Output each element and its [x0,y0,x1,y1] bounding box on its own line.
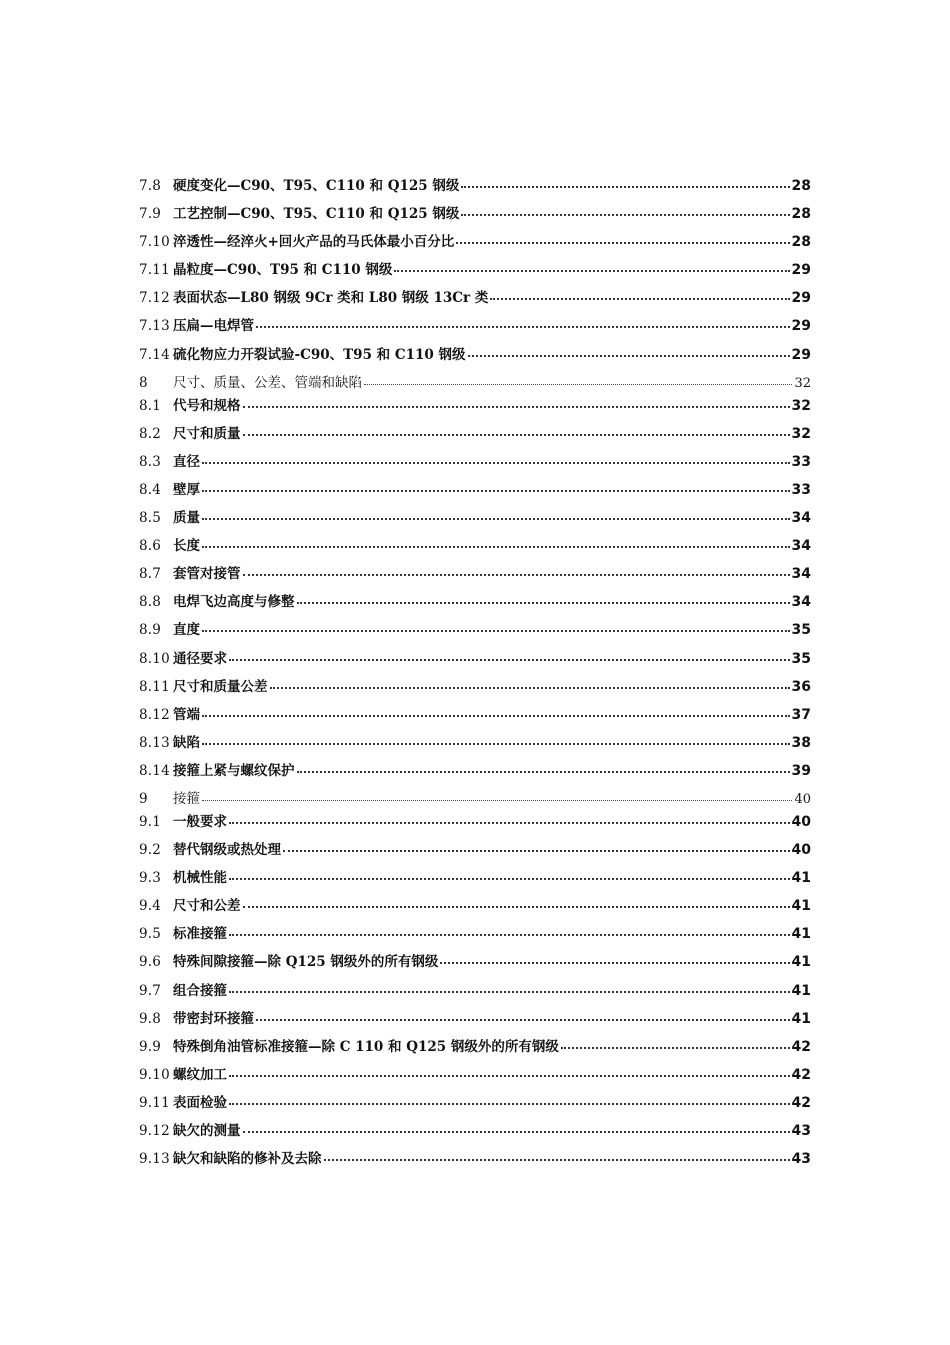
toc-entry-title: 表面检验 [173,1094,227,1111]
dot-leader [202,489,790,492]
toc-entry-page-number: 34 [791,566,811,583]
toc-entry-page-number: 40 [794,791,811,807]
toc-entry-page-number: 32 [791,425,811,442]
toc-entry-title: 压扁—电焊管 [173,318,254,335]
dot-leader [490,297,789,300]
dot-leader [461,185,789,188]
toc-entry-number: 9.6 [139,954,162,971]
toc-entry-title: 接箍上紧与螺纹保护 [173,762,295,779]
toc-entry-page-number: 34 [791,510,811,527]
toc-entry-number: 8.7 [139,566,162,583]
toc-entry-number: 9.4 [139,898,162,915]
toc-entry-number: 7.9 [139,206,162,223]
toc-entry-title: 硬度变化—C90、T95、C110 和 Q125 钢级 [173,178,460,194]
toc-entry-number: 9.1 [139,813,162,830]
toc-entry-title: 一般要求 [173,813,227,830]
dot-leader [202,714,790,717]
dot-leader [440,961,789,964]
toc-entry-title: 特殊倒角油管标准接箍—除 C 110 和 Q125 钢级外的所有钢级 [173,1038,559,1055]
toc-entry-title: 缺欠的测量 [173,1123,241,1139]
toc-entry-title: 表面状态—L80 钢级 9Cr 类和 L80 钢级 13Cr 类 [173,290,489,307]
toc-entry-page-number: 34 [791,594,811,611]
toc-entry[interactable] [139,394,811,422]
toc-entry-number: 9 [139,790,148,807]
toc-entry[interactable] [139,922,811,950]
dot-leader [297,770,790,773]
toc-entry-number: 9.9 [139,1038,162,1055]
toc-entry[interactable] [139,950,811,978]
dot-leader [256,325,790,328]
toc-entry-title: 直径 [173,453,200,470]
toc-entry-number: 8.2 [139,425,162,442]
toc-entry-page-number: 42 [791,1066,811,1083]
toc-entry-title: 长度 [173,538,200,555]
toc-entry-page-number: 33 [791,481,811,498]
toc-entry-page-number: 38 [791,734,811,751]
toc-entry-title: 替代钢级或热处理 [173,842,281,859]
toc-entry[interactable] [139,202,811,230]
toc-entry[interactable] [139,590,811,618]
dot-leader [229,1074,790,1077]
toc-entry[interactable] [139,731,811,759]
toc-entry-number: 9.2 [139,842,162,859]
toc-entry-number: 9.11 [139,1094,170,1111]
toc-entry[interactable] [139,759,811,787]
toc-entry[interactable] [139,647,811,675]
dot-leader [456,241,789,244]
toc-entry-page-number: 35 [791,622,811,639]
dot-leader [229,1102,790,1105]
toc-entry-page-number: 34 [791,538,811,555]
toc-entry-number: 9.7 [139,982,162,999]
toc-entry-number: 8.9 [139,622,162,639]
toc-entry-title: 代号和规格 [173,397,241,414]
toc-entry[interactable] [139,1035,811,1063]
toc-entry-title: 标准接箍 [173,926,227,943]
toc-entry-page-number: 32 [791,397,811,414]
toc-entry-page-number: 41 [791,954,811,971]
toc-entry-number: 7.11 [139,262,170,279]
dot-leader [283,849,790,852]
toc-entry-number: 8.5 [139,510,162,527]
toc-entry-page-number: 29 [791,290,811,307]
toc-entry-number: 8 [139,374,148,391]
toc-entry-number: 7.10 [139,234,170,251]
toc-entry-number: 7.8 [139,178,162,194]
toc-entry-title: 螺纹加工 [173,1066,227,1083]
toc-entry-page-number: 41 [791,926,811,943]
toc-entry-page-number: 37 [791,706,811,723]
toc-entry-page-number: 43 [791,1123,811,1139]
toc-entry-page-number: 40 [791,842,811,859]
toc-entry[interactable] [139,506,811,534]
toc-entry-title: 壁厚 [173,481,200,498]
dot-leader [229,933,790,936]
dot-leader [297,601,790,604]
dot-leader [202,461,790,464]
toc-entry[interactable] [139,422,811,450]
toc-entry-title: 淬透性—经淬火+回火产品的马氏体最小百分比 [173,234,455,251]
toc-entry[interactable] [139,703,811,731]
toc-entry-page-number: 28 [791,178,811,194]
toc-entry-number: 8.11 [139,678,170,695]
table-of-contents [139,174,811,1175]
toc-entry[interactable] [139,562,811,590]
toc-entry[interactable] [139,174,811,202]
toc-entry-page-number: 28 [791,234,811,251]
dot-leader [229,658,790,661]
toc-entry-title: 接箍 [173,790,200,807]
toc-entry[interactable] [139,979,811,1007]
toc-entry-number: 8.1 [139,397,162,414]
toc-entry-number: 9.10 [139,1066,170,1083]
toc-entry-number: 8.3 [139,453,162,470]
toc-entry-title: 带密封环接箍 [173,1010,254,1027]
dot-leader [243,433,790,436]
toc-entry-page-number: 41 [791,1010,811,1027]
dot-leader [468,354,790,357]
toc-entry-title: 特殊间隙接箍—除 Q125 钢级外的所有钢级 [173,954,439,971]
toc-entry[interactable] [139,675,811,703]
dot-leader [243,1130,790,1133]
toc-entry[interactable] [139,258,811,286]
dot-leader [461,213,789,216]
dot-leader [202,629,790,632]
toc-entry-number: 8.14 [139,762,170,779]
dot-leader [202,799,792,801]
toc-entry-title: 机械性能 [173,870,227,887]
toc-entry-title: 尺寸和质量公差 [173,678,268,695]
toc-entry-number: 9.12 [139,1123,170,1139]
toc-chapter-entry[interactable] [139,371,811,394]
toc-entry[interactable] [139,618,811,646]
toc-entry-title: 套管对接管 [173,566,241,583]
dot-leader [229,877,790,880]
toc-entry-title: 管端 [173,706,200,723]
toc-entry-page-number: 35 [791,650,811,667]
toc-entry-title: 通径要求 [173,650,227,667]
toc-entry-page-number: 42 [791,1038,811,1055]
toc-entry-page-number: 40 [791,813,811,830]
dot-leader [256,1018,790,1021]
toc-entry[interactable] [139,866,811,894]
toc-entry-number: 9.5 [139,926,162,943]
dot-leader [324,1158,790,1161]
toc-chapter-entry[interactable] [139,787,811,810]
toc-entry[interactable] [139,286,811,314]
toc-entry[interactable] [139,894,811,922]
toc-entry-page-number: 29 [791,318,811,335]
toc-entry-page-number: 41 [791,870,811,887]
toc-entry[interactable] [139,1063,811,1091]
toc-entry-number: 9.13 [139,1151,170,1168]
toc-entry-number: 8.4 [139,481,162,498]
toc-entry-page-number: 39 [791,762,811,779]
toc-entry[interactable] [139,1091,811,1119]
toc-entry[interactable] [139,810,811,838]
toc-entry-title: 质量 [173,510,200,527]
toc-entry[interactable] [139,450,811,478]
toc-entry-number: 8.8 [139,594,162,611]
dot-leader [202,742,790,745]
dot-leader [364,383,792,385]
dot-leader [270,686,790,689]
toc-entry-page-number: 41 [791,982,811,999]
dot-leader [243,905,790,908]
toc-entry-number: 7.13 [139,318,170,335]
toc-entry-page-number: 43 [791,1151,811,1168]
toc-entry[interactable] [139,1007,811,1035]
toc-entry[interactable] [139,534,811,562]
toc-entry-number: 9.3 [139,870,162,887]
dot-leader [202,545,790,548]
toc-entry-page-number: 36 [791,678,811,695]
toc-entry-title: 硫化物应力开裂试验-C90、T95 和 C110 钢级 [173,346,466,363]
dot-leader [229,821,790,824]
toc-entry-number: 8.13 [139,734,170,751]
toc-entry-title: 晶粒度—C90、T95 和 C110 钢级 [173,262,393,279]
toc-entry-number: 8.6 [139,538,162,555]
dot-leader [243,573,790,576]
toc-entry-page-number: 33 [791,453,811,470]
dot-leader [229,990,790,993]
toc-entry-title: 组合接箍 [173,982,227,999]
toc-entry-title: 直度 [173,622,200,639]
toc-entry-title: 缺欠和缺陷的修补及去除 [173,1151,322,1168]
toc-entry-title: 尺寸、质量、公差、管端和缺陷 [173,374,362,391]
toc-entry-number: 7.12 [139,290,170,307]
toc-entry[interactable] [139,838,811,866]
toc-entry-page-number: 32 [794,375,811,391]
toc-entry-title: 缺陷 [173,734,200,751]
dot-leader [243,405,790,408]
toc-entry-title: 尺寸和质量 [173,425,241,442]
toc-entry-page-number: 42 [791,1094,811,1111]
toc-entry-number: 9.8 [139,1010,162,1027]
dot-leader [561,1046,790,1049]
toc-entry[interactable] [139,478,811,506]
toc-entry[interactable] [139,343,811,371]
dot-leader [202,517,790,520]
toc-entry-number: 7.14 [139,346,170,363]
dot-leader [394,269,789,272]
toc-entry-page-number: 29 [791,262,811,279]
toc-entry-title: 工艺控制—C90、T95、C110 和 Q125 钢级 [173,206,460,223]
toc-entry-page-number: 28 [791,206,811,223]
toc-entry-number: 8.12 [139,706,170,723]
toc-entry-title: 电焊飞边高度与修整 [173,594,295,611]
toc-entry[interactable] [139,1147,811,1175]
toc-entry[interactable] [139,1119,811,1147]
toc-entry-page-number: 41 [791,898,811,915]
toc-entry[interactable] [139,230,811,258]
toc-entry[interactable] [139,314,811,342]
toc-entry-number: 8.10 [139,650,170,667]
toc-entry-page-number: 29 [791,346,811,363]
toc-entry-title: 尺寸和公差 [173,898,241,915]
